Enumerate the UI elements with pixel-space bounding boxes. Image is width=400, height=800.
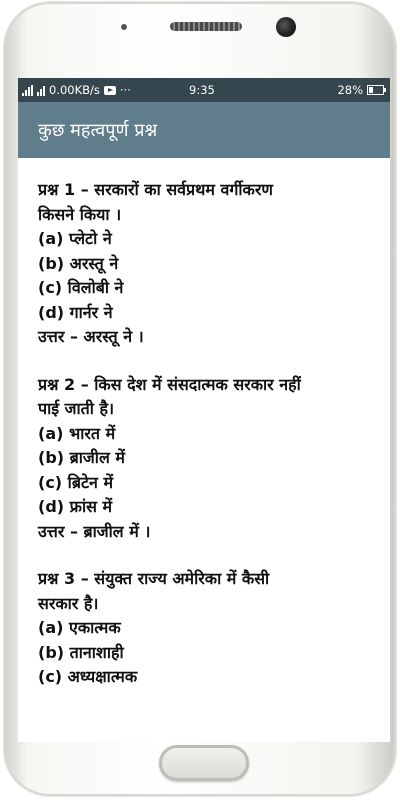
status-time: 9:35 (189, 83, 215, 97)
app-toolbar (18, 102, 390, 158)
question-text: किसने किया । (38, 204, 122, 224)
option-b: (b) तानाशाही (38, 642, 124, 662)
question-item (38, 373, 390, 545)
option-c: (c) ब्रिटेन में (38, 472, 114, 492)
status-bar (18, 78, 390, 102)
option-a: (a) एकात्मक (38, 618, 121, 637)
question-item (38, 567, 390, 690)
option-d: (d) फ्रांस में (38, 497, 113, 516)
front-camera-icon (276, 17, 296, 37)
battery-percent: 28% (337, 83, 363, 97)
speaker-grille (170, 22, 242, 31)
answer-text: उत्तर – अरस्तू ने । (38, 327, 144, 346)
option-a: (a) भारत में (38, 423, 116, 443)
question-text: पाई जाती है। (38, 399, 115, 418)
question-list[interactable] (18, 158, 390, 690)
network-speed: 0.00KB/s (49, 83, 100, 97)
option-d: (d) गार्नर ने (38, 302, 113, 322)
question-item (38, 178, 390, 350)
option-b: (b) अरस्तू ने (38, 253, 119, 273)
question-text: सरकार है। (38, 593, 99, 613)
home-button[interactable] (159, 745, 249, 781)
more-notifications: ··· (119, 83, 131, 97)
question-text: प्रश्न 1 – सरकारों का सर्वप्रथम वर्गीकरण (38, 180, 273, 199)
phone-frame (4, 2, 396, 796)
status-right (337, 78, 384, 102)
option-c: (c) अध्यक्षात्मक (38, 667, 138, 686)
answer-text: उत्तर – ब्राजील में । (38, 521, 151, 541)
battery-icon (367, 85, 384, 95)
screen (18, 78, 390, 742)
status-left (22, 78, 131, 102)
page-title: कुछ महत्वपूर्ण प्रश्न (38, 120, 158, 141)
sensor-icon (121, 24, 127, 30)
option-b: (b) ब्राजील में (38, 448, 125, 467)
screen-bottom-area (18, 692, 390, 742)
option-c: (c) विलोबी ने (38, 278, 124, 297)
youtube-icon (104, 86, 116, 95)
signal-icon (22, 85, 33, 96)
question-text: प्रश्न 2 – किस देश में संसदात्मक सरकार नहीं (38, 374, 301, 394)
option-a: (a) प्लेटो ने (38, 229, 112, 248)
signal-icon (37, 85, 45, 96)
question-text: प्रश्न 3 – संयुक्त राज्य अमेरिका में कैसी (38, 569, 270, 588)
